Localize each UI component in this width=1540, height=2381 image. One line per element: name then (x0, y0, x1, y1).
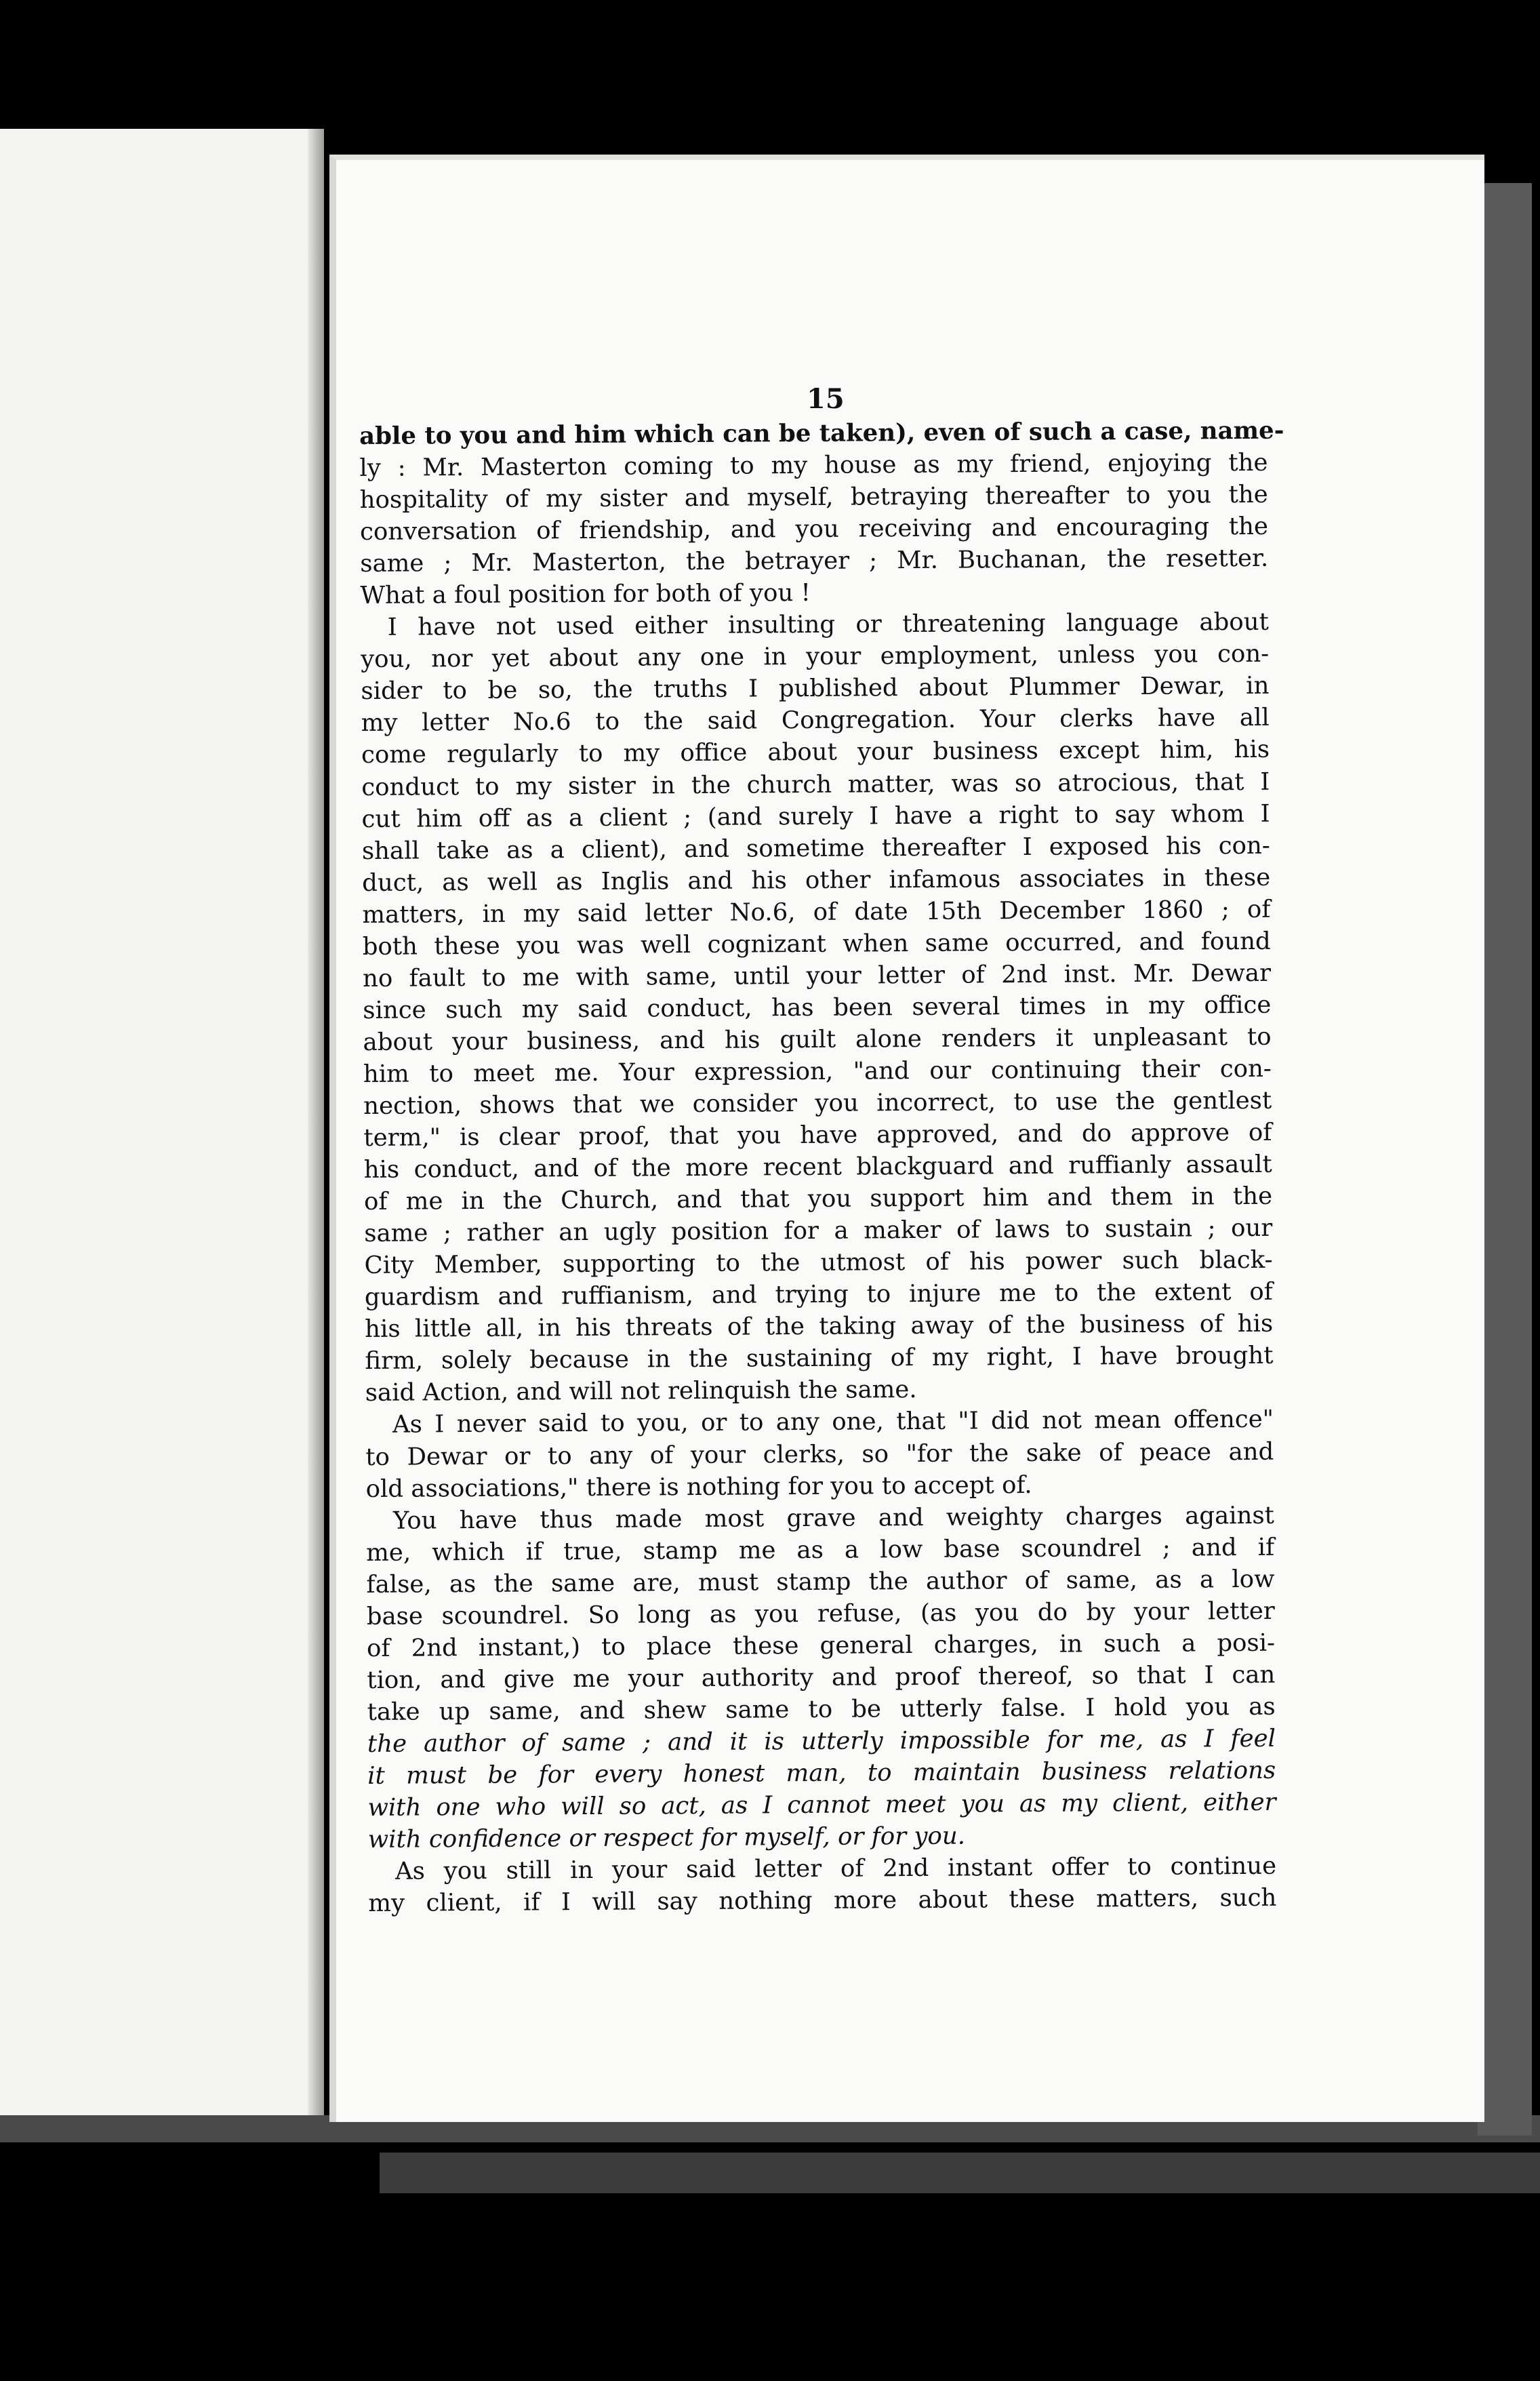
body-line: term," is clear proof, that you have approved, and do approve of (363, 1118, 1272, 1153)
left-page (0, 129, 324, 2115)
body-line: of 2nd instant,) to place these general charges, in such a posi- (366, 1628, 1276, 1662)
page-shadow (1478, 183, 1532, 2136)
body-line: conduct to my sister in the church matter, was so atrocious, that I (361, 767, 1270, 801)
body-line: since such my said conduct, has been several times in my office (363, 991, 1272, 1024)
body-line: both these you was well cognizant when same occurred, and found (362, 927, 1271, 961)
body-line: cut him off as a client ; (and surely I have a right to say whom I (361, 799, 1270, 833)
body-line: my client, if I will say nothing more about these matters, such (368, 1883, 1277, 1918)
body-line: As I never said to you, or to any one, that "I did not mean offence" (392, 1405, 1274, 1439)
body-line: me, which if true, stamp me as a low base scoundrel ; and if (366, 1533, 1275, 1567)
body-line: to Dewar or to any of your clerks, so "for the sake of peace and (365, 1437, 1274, 1471)
body-line: his conduct, and of the more recent blackguard and ruffianly assault (363, 1150, 1272, 1184)
body-line: tion, and give me your authority and proof thereof, so that I can (367, 1660, 1276, 1694)
body-line: matters, in my said letter No.6, of date 15th December 1860 ; of (362, 895, 1271, 929)
body-line: it must be for every honest man, to maintain business relations (367, 1756, 1276, 1790)
body-line: with confidence or respect for myself, or for you. (367, 1822, 966, 1854)
body-line: come regularly to my office about your business except him, his (361, 736, 1270, 769)
body-line: no fault to me with same, until your letter of 2nd inst. Mr. Dewar (362, 959, 1272, 993)
body-line: take up same, and shew same to be utterly false. I hold you as (367, 1692, 1276, 1726)
page-body-text (359, 415, 1284, 1919)
body-line: able to you and him which can be taken), even of such a case, name- (359, 416, 1284, 450)
body-line: guardism and ruffianism, and trying to injure me to the extent of (364, 1278, 1274, 1312)
body-line: conversation of friendship, and you receiving and encouraging the (359, 512, 1269, 546)
body-line: nection, shows that we consider you incorrect, to use the gentlest (363, 1086, 1272, 1120)
body-line: firm, solely because in the sustaining of my right, I have brought (365, 1342, 1274, 1376)
body-line: you, nor yet about any one in your employment, unless you con- (361, 640, 1270, 674)
body-line: ly : Mr. Masterton coming to my house as my friend, enjoying the (359, 448, 1268, 483)
body-line: shall take as a client), and sometime thereafter I exposed his con- (361, 831, 1270, 865)
body-line: You have thus made most grave and weighty charges against (392, 1501, 1275, 1535)
body-line: him to meet me. Your expression, "and our continuing their con- (363, 1054, 1272, 1088)
body-line: his little all, in his threats of the taking away of the business of his (365, 1310, 1274, 1344)
body-line: same ; rather an ugly position for a maker of laws to sustain ; our (364, 1214, 1273, 1248)
body-line: with one who will so act, as I cannot meet you as my client, either (367, 1788, 1276, 1822)
body-line: duct, as well as Inglis and his other infamous associates in these (362, 863, 1271, 897)
page-number: 15 (807, 383, 845, 415)
body-line: false, as the same are, must stamp the author of same, as a low (366, 1565, 1275, 1599)
page-gutter (308, 129, 324, 2115)
body-line: my letter No.6 to the said Congregation. Your clerks have all (361, 704, 1270, 738)
body-line: base scoundrel. So long as you refuse, (as you do by your letter (366, 1597, 1275, 1630)
body-line: old associations," there is nothing for you to accept of. (365, 1470, 1032, 1503)
body-line: What a foul position for both of you ! (360, 579, 811, 610)
body-line: about your business, and his guilt alone renders it unpleasant to (363, 1022, 1272, 1056)
body-line: the author of same ; and it is utterly impossible for me, as I feel (367, 1724, 1276, 1758)
scanner-bed-strip (380, 2153, 1540, 2193)
body-line: sider to be so, the truths I published about Plummer Dewar, in (361, 672, 1270, 706)
body-line: said Action, and will not relinquish the same. (365, 1376, 917, 1407)
body-line: I have not used either insulting or threatening language about (387, 608, 1269, 642)
body-line: same ; Mr. Masterton, the betrayer ; Mr. Buchanan, the resetter. (360, 544, 1269, 578)
body-line: City Member, supporting to the utmost of his power such black- (364, 1246, 1273, 1280)
body-line: of me in the Church, and that you support him and them in the (363, 1182, 1273, 1216)
body-line: hospitality of my sister and myself, betraying thereafter to you the (359, 480, 1268, 515)
body-line: As you still in your said letter of 2nd instant offer to continue (394, 1852, 1277, 1885)
